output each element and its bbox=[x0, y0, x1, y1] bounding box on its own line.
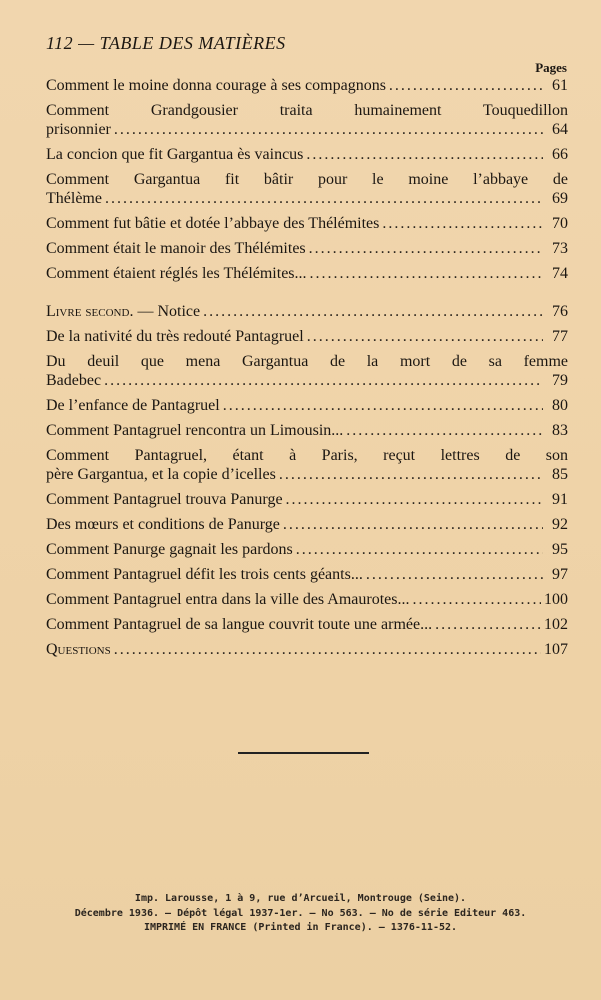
toc-entry bbox=[46, 640, 568, 659]
leader-dots bbox=[389, 76, 543, 95]
toc-page-number: 77 bbox=[552, 328, 568, 345]
toc-entry-text: De l’enfance de Pantagruel bbox=[46, 397, 220, 414]
pages-column-label: Pages bbox=[535, 60, 567, 75]
toc-entry bbox=[46, 396, 568, 415]
toc-entry bbox=[46, 214, 568, 233]
toc-entry bbox=[46, 446, 568, 484]
toc-entry bbox=[46, 101, 568, 139]
toc-page-number: 74 bbox=[552, 265, 568, 282]
toc-page-number: 76 bbox=[552, 303, 568, 320]
toc-page-number: 64 bbox=[552, 121, 568, 138]
page-number: 112 bbox=[46, 33, 74, 53]
toc-entry bbox=[46, 239, 568, 258]
toc-entry-text: Comment fut bâtie et dotée l’abbaye des Thélémites bbox=[46, 215, 380, 232]
toc-page-number: 79 bbox=[552, 372, 568, 389]
toc-page-number: 70 bbox=[552, 215, 568, 232]
toc-entry bbox=[46, 352, 568, 390]
toc-entry-text: Des mœurs et conditions de Panurge bbox=[46, 516, 280, 533]
toc-page-number: 107 bbox=[544, 641, 568, 658]
table-of-contents bbox=[46, 76, 568, 665]
leader-dots bbox=[412, 590, 541, 609]
toc-entry-text: Questions bbox=[46, 641, 111, 658]
toc-entry bbox=[46, 565, 568, 584]
toc-page-number: 97 bbox=[552, 566, 568, 583]
toc-page-number: 69 bbox=[552, 190, 568, 207]
leader-dots bbox=[366, 565, 543, 584]
leader-dots bbox=[382, 214, 543, 233]
toc-entry-text: Comment Pantagruel rencontra un Limousin... bbox=[46, 422, 344, 439]
toc-entry bbox=[46, 264, 568, 283]
toc-entry-text: Livre second. — Notice bbox=[46, 303, 201, 320]
leader-dots bbox=[283, 515, 543, 534]
toc-entry bbox=[46, 327, 568, 346]
toc-entry-text: Comment étaient réglés les Thélémites... bbox=[46, 265, 307, 282]
toc-entry bbox=[46, 615, 568, 634]
toc-page-number: 92 bbox=[552, 516, 568, 533]
toc-entry-text: prisonnier bbox=[46, 121, 111, 138]
toc-entry-text: Comment Gargantua fit bâtir pour le moine l’abbaye de bbox=[46, 171, 568, 188]
toc-page-number: 100 bbox=[544, 591, 568, 608]
toc-entry-text: Comment le moine donna courage à ses compagnons bbox=[46, 77, 386, 94]
toc-entry bbox=[46, 515, 568, 534]
leader-dots bbox=[309, 239, 543, 258]
toc-entry-text: Comment Pantagruel, étant à Paris, reçut lettres de son bbox=[46, 447, 568, 464]
toc-entry bbox=[46, 540, 568, 559]
leader-dots bbox=[114, 640, 541, 659]
toc-entry-text: Comment Pantagruel de sa langue couvrit toute une armée... bbox=[46, 616, 433, 633]
toc-entry bbox=[46, 145, 568, 164]
toc-entry-text: Comment était le manoir des Thélémites bbox=[46, 240, 306, 257]
running-title: — TABLE DES MATIÈRES bbox=[78, 33, 286, 53]
leader-dots bbox=[286, 490, 543, 509]
leader-dots bbox=[306, 145, 543, 164]
leader-dots bbox=[104, 371, 543, 390]
leader-dots bbox=[105, 189, 543, 208]
toc-entry-text: La concion que fit Gargantua ès vaincus bbox=[46, 146, 304, 163]
leader-dots bbox=[223, 396, 543, 415]
toc-entry bbox=[46, 421, 568, 440]
toc-entry bbox=[46, 490, 568, 509]
toc-page-number: 83 bbox=[552, 422, 568, 439]
toc-entry-text: Comment Pantagruel défit les trois cents géants... bbox=[46, 566, 363, 583]
toc-page-number: 91 bbox=[552, 491, 568, 508]
imprint-line-3: IMPRIMÉ EN FRANCE (Printed in France). — 1376-11-52. bbox=[143, 922, 458, 933]
toc-entry-text: De la nativité du très redouté Pantagruel bbox=[46, 328, 304, 345]
toc-page-number: 66 bbox=[552, 146, 568, 163]
toc-page-number: 102 bbox=[544, 616, 568, 633]
toc-page-number: 73 bbox=[552, 240, 568, 257]
divider-rule bbox=[238, 752, 369, 754]
page-header bbox=[46, 33, 286, 54]
imprint-line-2: Décembre 1936. — Dépôt légal 1937-1er. — No 563. — No de série Editeur 463. bbox=[74, 908, 527, 919]
leader-dots bbox=[296, 540, 543, 559]
leader-dots bbox=[435, 615, 541, 634]
toc-entry-text: Comment Grandgousier traita humainement Touquedillon bbox=[46, 102, 568, 119]
toc-entry-text: Comment Panurge gagnait les pardons bbox=[46, 541, 293, 558]
leader-dots bbox=[307, 327, 543, 346]
toc-entry-text: Badebec bbox=[46, 372, 102, 389]
toc-page-number: 61 bbox=[552, 77, 568, 94]
toc-page-number: 80 bbox=[552, 397, 568, 414]
imprint-line-1: Imp. Larousse, 1 à 9, rue d’Arcueil, Montrouge (Seine). bbox=[134, 893, 467, 904]
toc-entry-text: Thélème bbox=[46, 190, 102, 207]
leader-dots bbox=[279, 465, 543, 484]
toc-page-number: 95 bbox=[552, 541, 568, 558]
toc-entry-text: père Gargantua, et la copie d’icelles bbox=[46, 466, 276, 483]
toc-entry-text: Comment Pantagruel trouva Panurge bbox=[46, 491, 283, 508]
toc-entry-text: Comment Pantagruel entra dans la ville des Amaurotes... bbox=[46, 591, 410, 608]
toc-entry bbox=[46, 170, 568, 208]
leader-dots bbox=[203, 302, 543, 321]
leader-dots bbox=[310, 264, 543, 283]
toc-entry bbox=[46, 76, 568, 95]
toc-entry bbox=[46, 302, 568, 321]
leader-dots bbox=[114, 120, 543, 139]
toc-entry bbox=[46, 590, 568, 609]
toc-page-number: 85 bbox=[552, 466, 568, 483]
leader-dots bbox=[346, 421, 543, 440]
toc-entry-text: Du deuil que mena Gargantua de la mort de sa femme bbox=[46, 353, 568, 370]
